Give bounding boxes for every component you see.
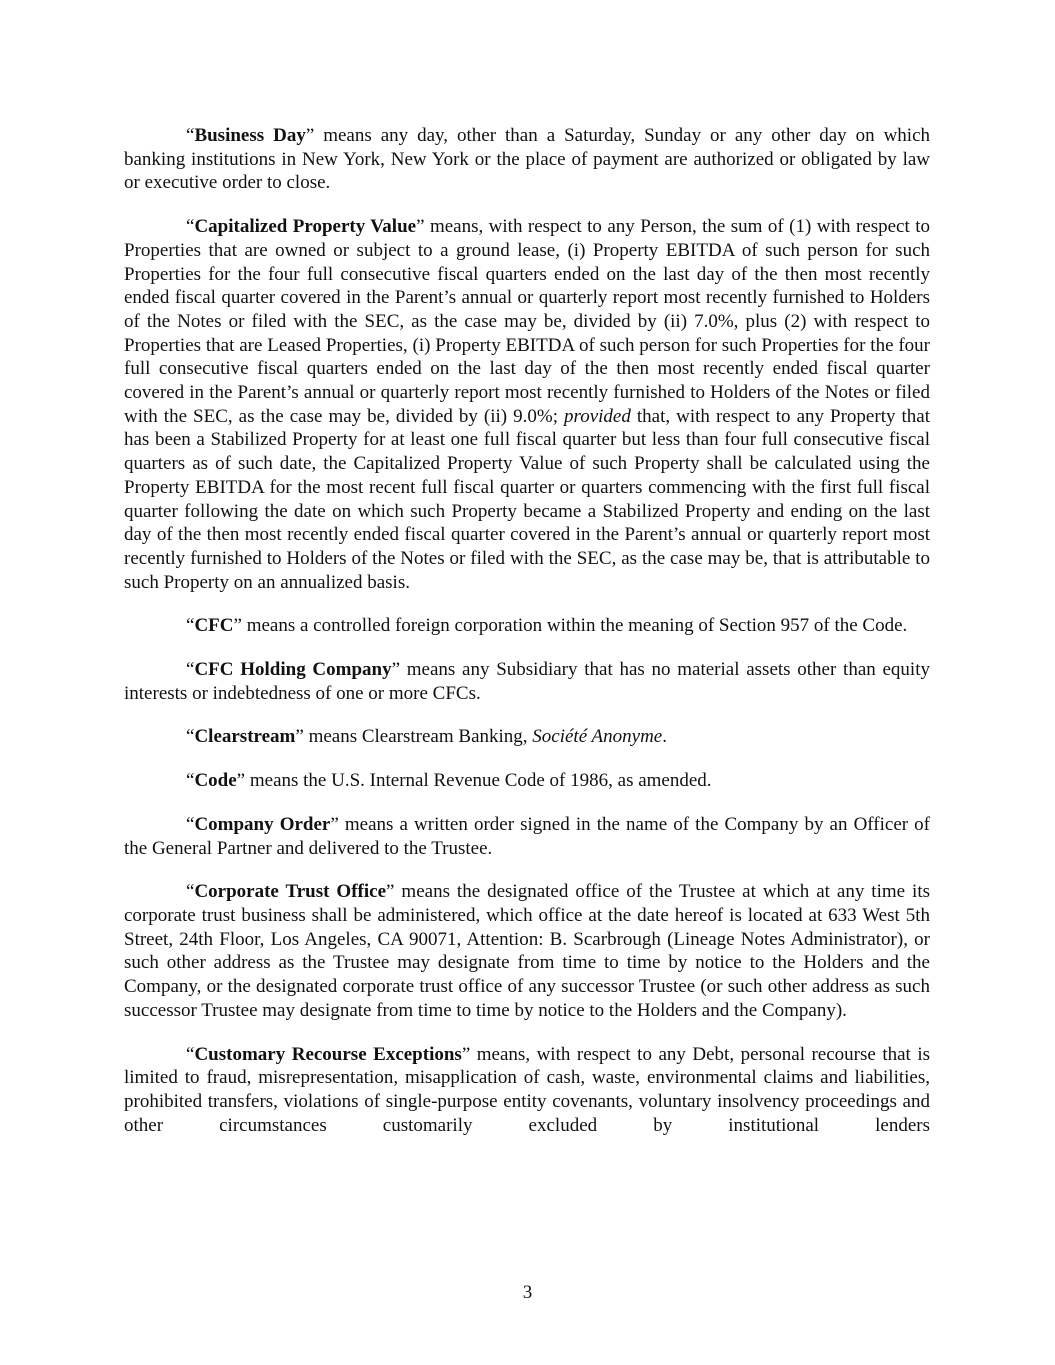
quote-close: ”: [416, 216, 425, 238]
quote-close: ”: [391, 659, 401, 681]
definition-cfc: [124, 614, 930, 638]
defined-term: CFC: [194, 615, 234, 637]
definition-clearstream: [124, 725, 930, 749]
definition-text: means any Subsidiary that has no material assets other than equity interests or indebtedness of one or more CFCs.: [124, 659, 930, 704]
quote-close: ”: [233, 615, 242, 637]
italic-text: Société Anonyme: [532, 726, 663, 748]
defined-term: Company Order: [194, 813, 331, 835]
definition-text: means the designated office of the Trustee at which at any time its corporate trust business shall be administered, which office at the date hereof is located at 633 West 5th Street, 24th Floor, Los Angeles, CA 90071, Attention: B. Scarbrough (Lineage Notes Administrator), or such other address as the Trustee may designate from time to time by notice to the Holders and the Company, or the designated corporate trust office of any successor Trustee (or such other address as such successor Trustee may designate from time to time by notice to the Holders and the Company).: [124, 881, 930, 1021]
defined-term: Code: [194, 770, 237, 792]
quote-open: “: [186, 216, 195, 238]
definition-text: means, with respect to any Debt, personal recourse that is limited to fraud, misrepresentation, misapplication of cash, waste, environmental claims and liabilities, prohibited transfers, violations of single-purpose entity covenants, voluntary insolvency proceedings and other circumstances customarily excluded by institutional lenders: [124, 1043, 931, 1136]
quote-open: “: [186, 615, 195, 637]
definition-text: means any day, other than a Saturday, Sunday or any other day on which banking institutions in New York, New York or the place of payment are authorized or obligated by law or executive order to close.: [124, 125, 931, 194]
defined-term: Business Day: [194, 125, 306, 146]
quote-open: “: [186, 1043, 195, 1065]
quote-close: ”: [386, 881, 395, 903]
definition-text: means the U.S. Internal Revenue Code of 1986, as amended.: [245, 770, 712, 792]
definition-text-continued: .: [662, 726, 667, 748]
defined-term: CFC Holding Company: [194, 659, 392, 681]
defined-term: Capitalized Property Value: [194, 216, 417, 238]
definition-text: means a controlled foreign corporation within the meaning of Section 957 of the Code.: [241, 615, 908, 637]
quote-close: ”: [295, 726, 304, 748]
definition-corporate-trust-office: [124, 880, 930, 1022]
document-page: [124, 124, 930, 1157]
defined-term: Clearstream: [194, 726, 296, 748]
definition-business-day: [124, 124, 930, 195]
quote-open: “: [186, 726, 195, 748]
defined-term: Corporate Trust Office: [194, 881, 387, 903]
quote-close: ”: [236, 770, 246, 792]
definition-cfc-holding-company: [124, 658, 930, 705]
defined-term: Customary Recourse Exceptions: [194, 1043, 462, 1065]
quote-open: “: [186, 125, 195, 146]
quote-open: “: [186, 881, 195, 903]
definition-text: means Clearstream Banking,: [303, 726, 533, 748]
quote-open: “: [186, 659, 195, 681]
quote-open: “: [186, 813, 195, 835]
quote-open: “: [186, 770, 195, 792]
definition-text: means, with respect to any Person, the sum of (1) with respect to Properties that are owned or subject to a ground lease, (i) Property EBITDA of such person for such Properties for the four full consecutive fiscal quarters ended on the last day of the then most recently ended fiscal quarter covered in the Parent’s annual or quarterly report most recently furnished to Holders of the Notes or filed with the SEC, as the case may be, divided by (ii) 7.0%, plus (2) with respect to Properties that are Leased Properties, (i) Property EBITDA of such person for such Properties for the four full consecutive fiscal quarters ended on the last day of the then most recently ended fiscal quarter covered in the Parent’s annual or quarterly report most recently furnished to Holders of the Notes or filed with the SEC, as the case may be, divided by (ii) 9.0%;: [124, 216, 930, 427]
quote-close: ”: [461, 1043, 471, 1065]
italic-text: provided: [564, 405, 631, 427]
definition-code: [124, 769, 930, 793]
page-number: 3: [522, 1282, 533, 1303]
definition-capitalized-property-value: [124, 215, 930, 594]
definition-company-order: [124, 813, 930, 860]
definition-text-continued: that, with respect to any Property that has been a Stabilized Property for at least one full fiscal quarter but less than four full consecutive fiscal quarters as of such date, the Capitalized Property Value of such Property shall be calculated using the Property EBITDA for the most recent full fiscal quarter or quarters commencing with the first full fiscal quarter following the date on which such Property became a Stabilized Property and ending on the last day of the then most recently ended fiscal quarter covered in the Parent’s annual or quarterly report most recently furnished to Holders of the Notes or filed with the SEC, as the case may be, that is attributable to such Property on an annualized basis.: [124, 405, 930, 593]
quote-close: ”: [305, 125, 315, 146]
quote-close: ”: [330, 813, 339, 835]
definition-customary-recourse-exceptions: [124, 1043, 930, 1138]
definition-text: means a written order signed in the name of the Company by an Officer of the General Partner and delivered to the Trustee.: [124, 813, 930, 859]
